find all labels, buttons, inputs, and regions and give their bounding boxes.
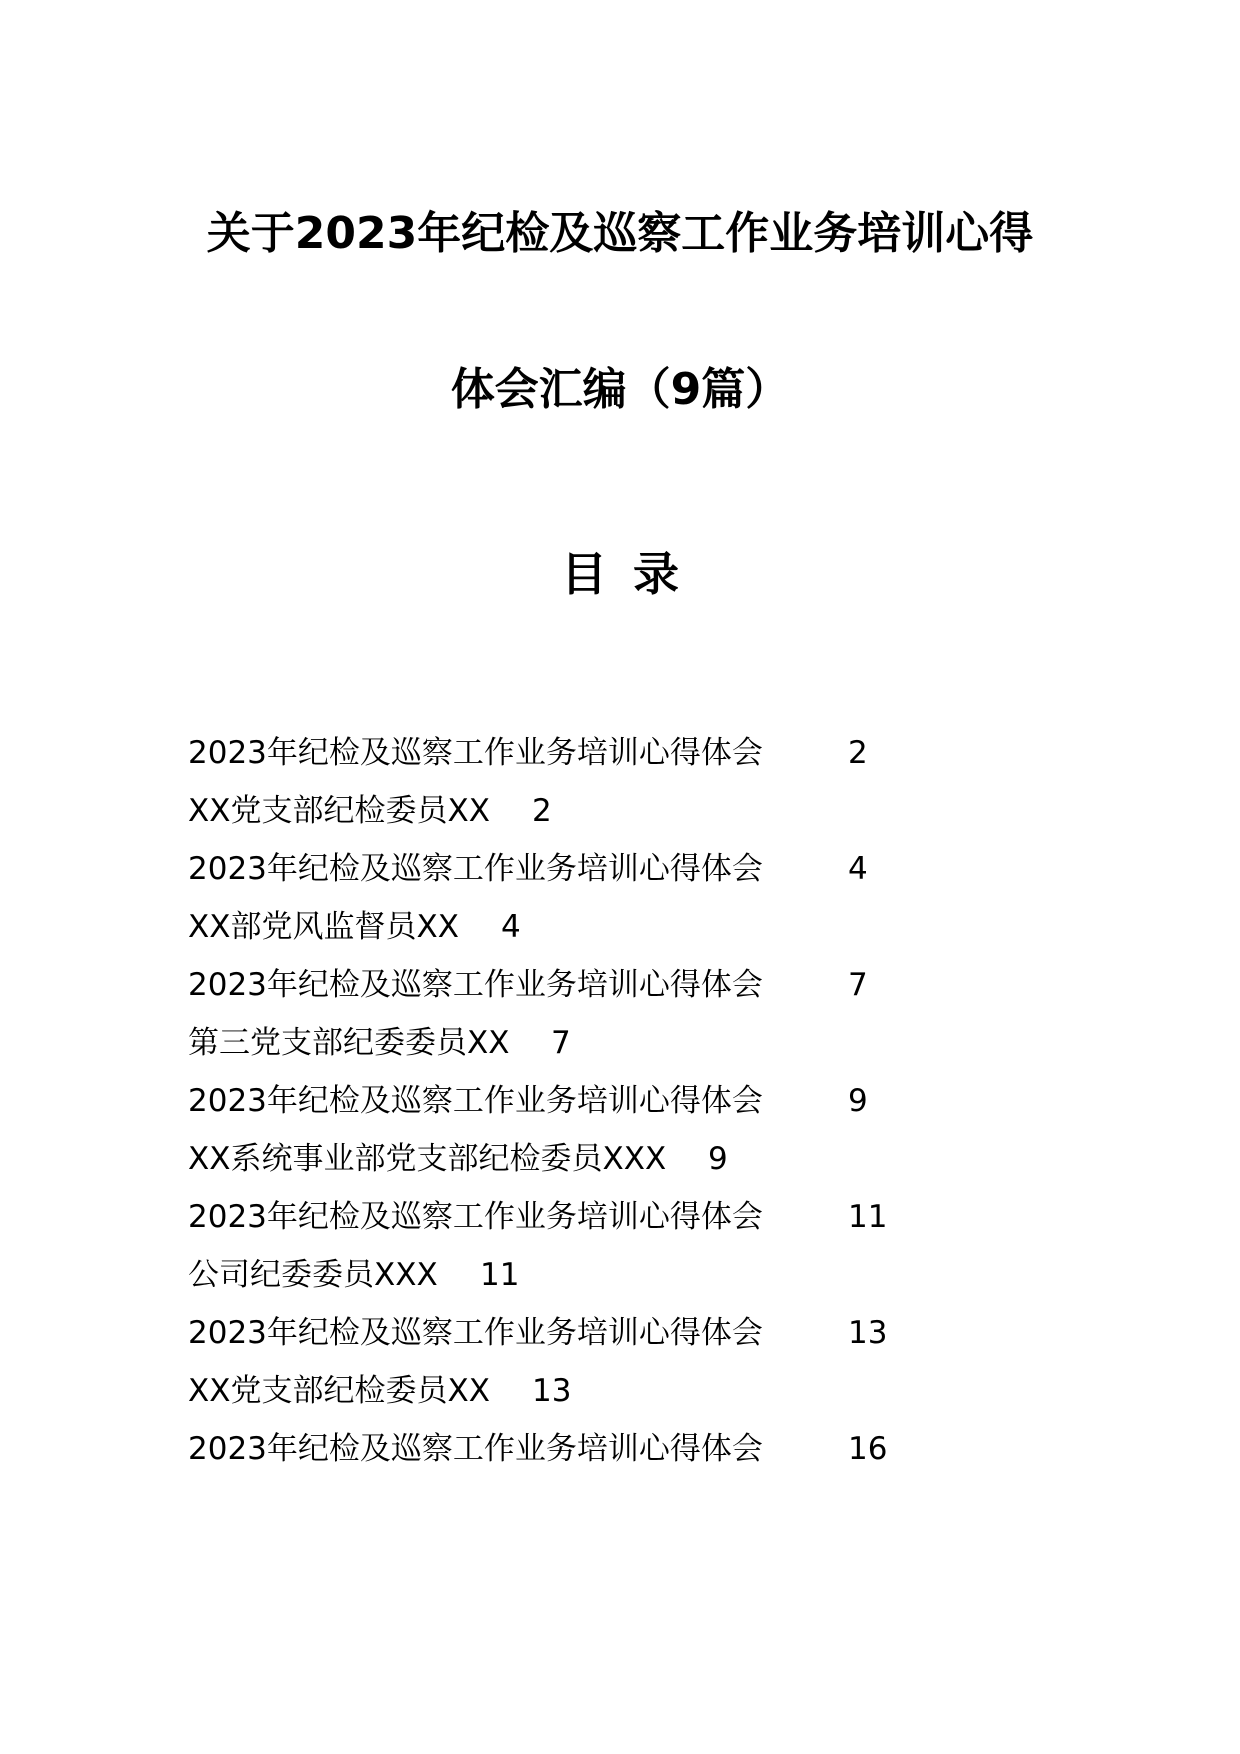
toc-page-number: 11 [480,1257,520,1293]
toc-page-number: 2 [848,735,868,771]
toc-entry-text: 2023年纪检及巡察工作业务培训心得体会 [188,1083,763,1119]
toc-entry-text: 2023年纪检及巡察工作业务培训心得体会 [188,851,763,887]
toc-page-number: 7 [551,1025,571,1061]
toc-entry-text: XX党支部纪检委员XX [188,793,490,829]
toc-page-number: 13 [532,1373,572,1409]
toc-entry-text: 2023年纪检及巡察工作业务培训心得体会 [188,967,763,1003]
document-title-line-2: 体会汇编（9篇） [450,364,790,415]
toc-page-number: 4 [501,909,521,945]
document-title-line-1: 关于2023年纪检及巡察工作业务培训心得 [206,208,1034,259]
toc-entry-text: 2023年纪检及巡察工作业务培训心得体会 [188,1315,763,1351]
toc-page-number: 7 [848,967,868,1003]
toc-page-number: 9 [848,1083,868,1119]
toc-entry-text: 2023年纪检及巡察工作业务培训心得体会 [188,1199,763,1235]
toc-entry-text: 2023年纪检及巡察工作业务培训心得体会 [188,735,763,771]
toc-entry-text: 第三党支部纪委委员XX [188,1025,510,1061]
toc-entry-text: 2023年纪检及巡察工作业务培训心得体会 [188,1431,763,1467]
toc-heading: 目录 [561,547,705,601]
toc-entry-text: XX系统事业部党支部纪检委员XXX [188,1141,667,1177]
toc-page-number: 9 [708,1141,728,1177]
toc-entry-text: 公司纪委委员XXX [188,1257,438,1293]
toc-page-number: 4 [848,851,868,887]
toc-page-number: 16 [848,1431,888,1467]
toc-entry-text: XX党支部纪检委员XX [188,1373,490,1409]
toc-page-number: 2 [532,793,552,829]
toc-entry-text: XX部党风监督员XX [188,909,459,945]
toc-page-number: 13 [848,1315,888,1351]
toc-page-number: 11 [848,1199,888,1235]
